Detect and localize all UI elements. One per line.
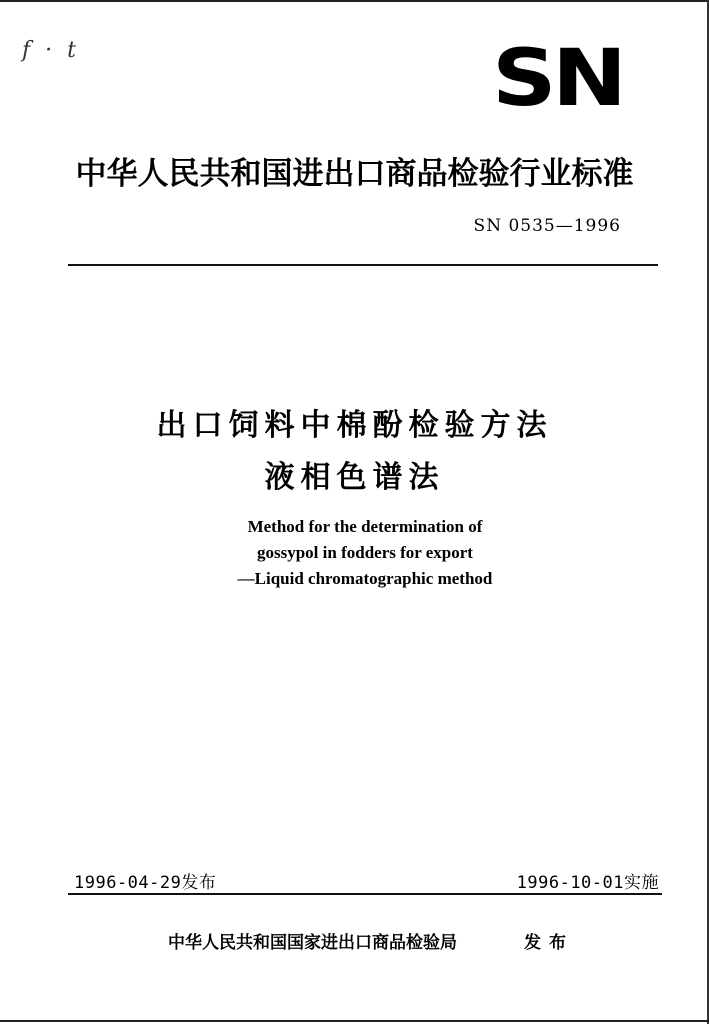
document-title-english [0,514,709,592]
page-frame-top [0,0,709,2]
page-frame-bottom [0,1020,709,1022]
publish-label: 发布 [524,933,574,953]
publisher-name: 中华人民共和国国家进出口商品检验局 [168,933,457,953]
issue-date: 1996-04-29发布 [74,873,217,893]
document-subtitle-chinese: 液相色谱法 [264,460,445,495]
english-title-line-1: Method for the determination of [247,517,483,536]
bottom-divider [68,893,662,895]
document-title-chinese: 出口饲料中棉酚检验方法 [156,408,553,443]
handwritten-mark: f · t [22,38,80,63]
implementation-date: 1996-10-01实施 [516,873,659,893]
top-divider [68,264,658,266]
english-title-line-3: —Liquid chromatographic method [237,569,493,588]
standard-code: SN 0535—1996 [473,216,621,236]
sn-logo: SN [492,34,623,124]
english-title-line-2: gossypol in fodders for export [257,543,473,562]
standard-title: 中华人民共和国进出口商品检验行业标准 [75,156,634,192]
